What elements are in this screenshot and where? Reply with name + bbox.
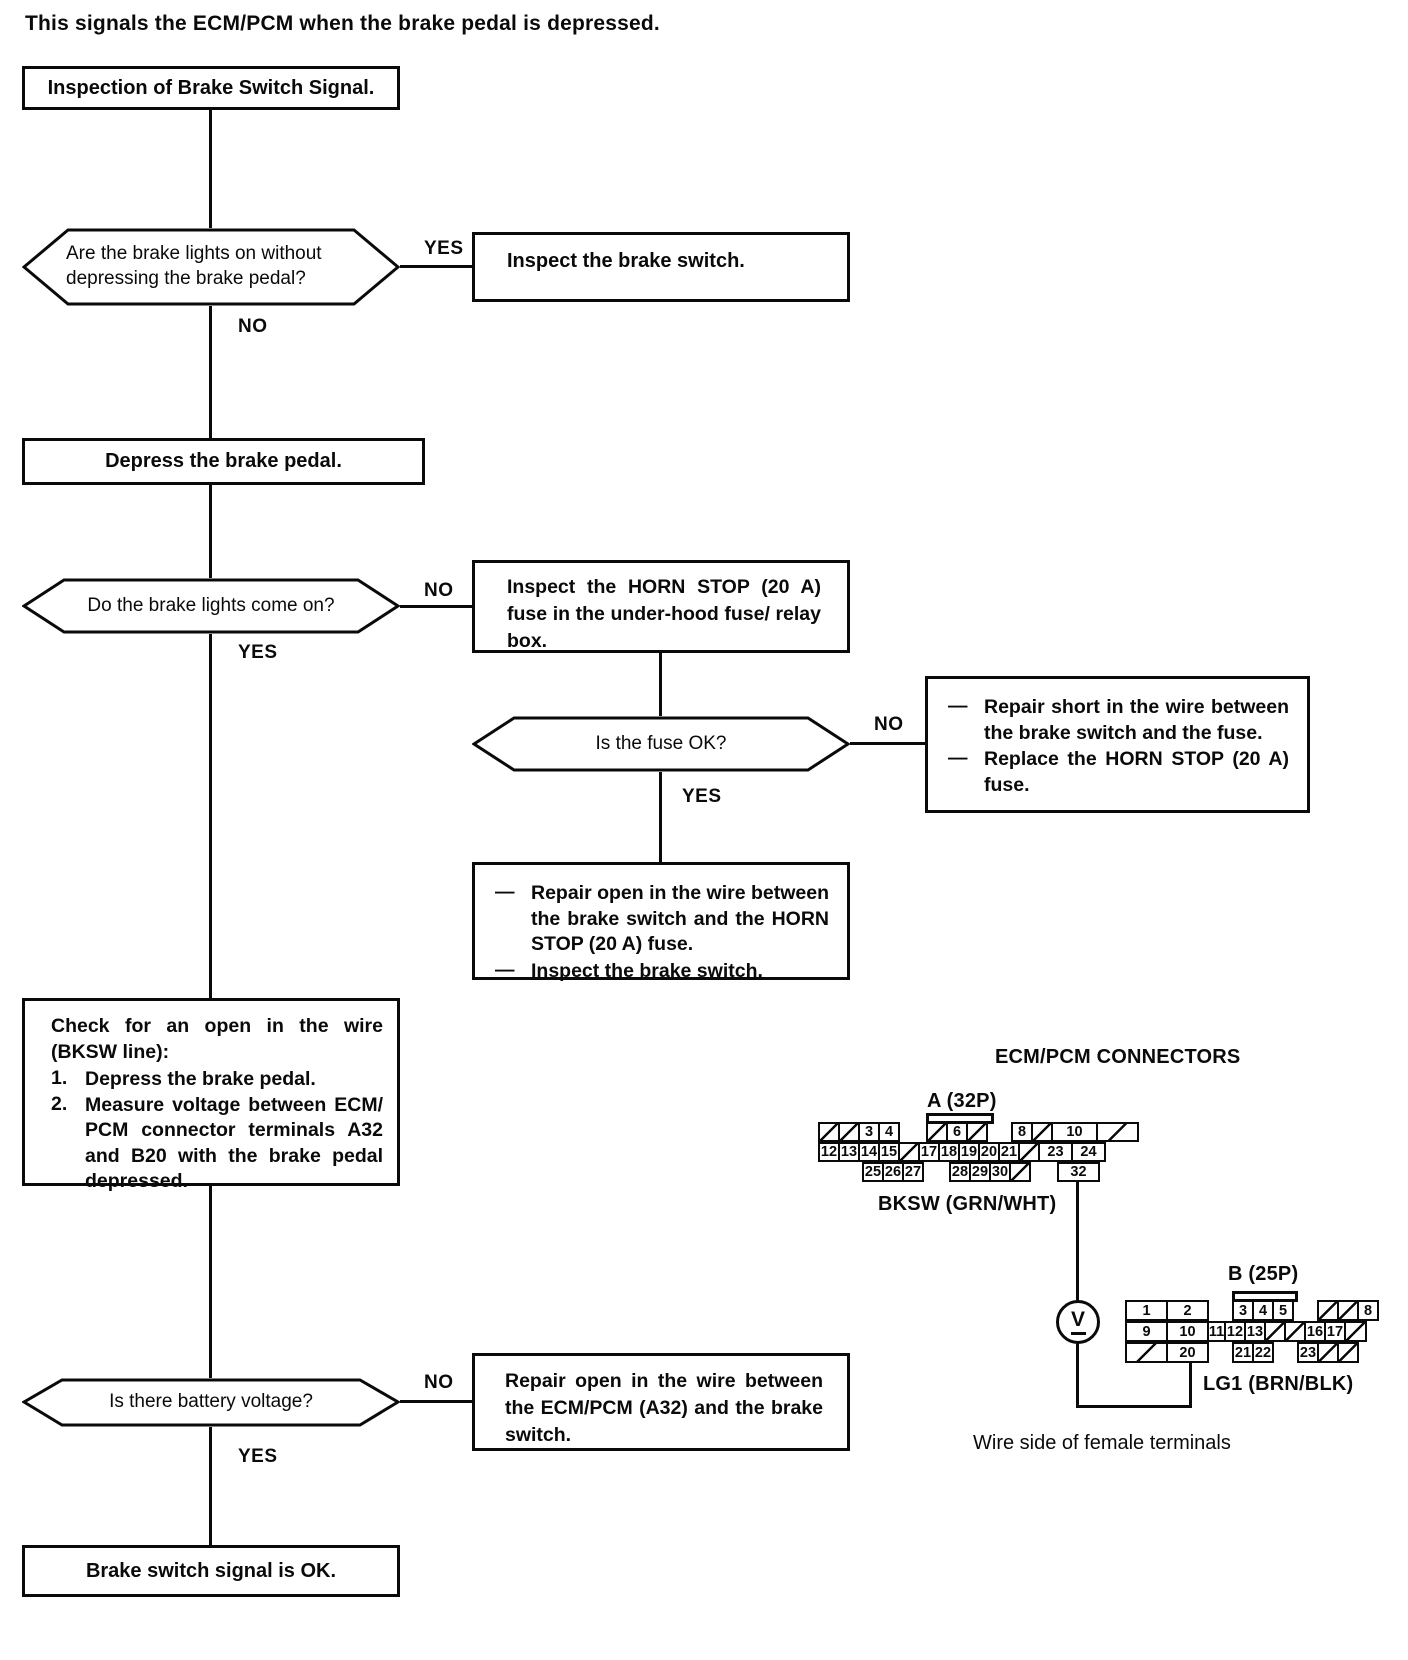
connector-pin-3: 3 xyxy=(1232,1300,1254,1321)
connector-pin-4: 4 xyxy=(878,1122,900,1142)
step-check-wire-item1: Depress the brake pedal. xyxy=(85,1068,316,1091)
connector-pin-9: 9 xyxy=(1125,1321,1168,1342)
connector-pin-4: 4 xyxy=(1252,1300,1274,1321)
connector-pin-11: 11 xyxy=(1207,1321,1226,1342)
connector-a-row3-group1 xyxy=(862,1162,924,1182)
action-repair-short-label: Repair short in the wire between the brake switch and the fuse. xyxy=(984,696,1289,744)
connector-pin-1: 1 xyxy=(1125,1300,1168,1321)
list-item xyxy=(51,1093,383,1194)
wire-line-a32 xyxy=(1076,1182,1079,1302)
connector-pin-20: 20 xyxy=(978,1142,1000,1162)
decision-brake-lights-come-on-text: Do the brake lights come on? xyxy=(87,594,335,616)
connector-pin-blocked-cell xyxy=(1009,1162,1031,1182)
connector-b-row1-group2 xyxy=(1232,1300,1294,1321)
start-box xyxy=(22,66,400,110)
connector-pin-32: 32 xyxy=(1057,1162,1100,1182)
flow-line xyxy=(850,742,925,745)
connector-b-row2 xyxy=(1125,1321,1367,1342)
decision-battery-voltage xyxy=(22,1378,400,1427)
connector-pin-24: 24 xyxy=(1071,1142,1106,1162)
flow-line xyxy=(659,653,662,716)
connector-pin-blocked-cell xyxy=(926,1122,948,1142)
connector-pin-23: 23 xyxy=(1297,1342,1319,1363)
decision-fuse-ok-text: Is the fuse OK? xyxy=(595,732,727,754)
intro-text: This signals the ECM/PCM when the brake pedal is depressed. xyxy=(25,12,660,35)
wire-line-b20 xyxy=(1189,1363,1192,1408)
decision-brake-lights-on xyxy=(22,228,400,306)
yes-label-d1: YES xyxy=(424,238,464,259)
decision-brake-lights-on-text: Are the brake lights on without depressing the brake pedal? xyxy=(66,243,322,289)
connector-pin-16: 16 xyxy=(1304,1321,1326,1342)
flow-line xyxy=(209,1427,212,1545)
connector-a-row3-group3 xyxy=(1057,1162,1100,1182)
connector-b-row3-group1 xyxy=(1125,1342,1209,1363)
connector-pin-10: 10 xyxy=(1051,1122,1098,1142)
bullet-dash: — xyxy=(948,695,968,717)
decision-fuse-ok xyxy=(472,716,850,772)
connectors-title: ECM/PCM CONNECTORS xyxy=(995,1046,1241,1068)
end-box-label: Brake switch signal is OK. xyxy=(85,1559,337,1582)
flow-line xyxy=(209,110,212,228)
action-repair-open-box xyxy=(472,1353,850,1451)
connector-pin-18: 18 xyxy=(938,1142,960,1162)
connector-b-label: B (25P) xyxy=(1228,1263,1299,1285)
list-item xyxy=(948,695,1289,746)
action-inspect-brake-switch-label: Inspect the brake switch. xyxy=(507,250,745,272)
flow-line xyxy=(400,265,472,268)
connector-pin-12: 12 xyxy=(1224,1321,1246,1342)
yes-label-d2: YES xyxy=(238,642,278,663)
no-label-d2: NO xyxy=(424,580,454,601)
list-item xyxy=(495,881,829,958)
flow-line xyxy=(209,306,212,438)
wire-line-bottom xyxy=(1076,1405,1192,1408)
connector-a-row1-group1 xyxy=(818,1122,900,1142)
step-check-wire-box xyxy=(22,998,400,1192)
connector-pin-blocked-cell xyxy=(838,1122,860,1142)
connector-pin-23: 23 xyxy=(1038,1142,1073,1162)
connector-pin-blocked-cell xyxy=(1317,1300,1339,1321)
connector-pin-blocked-cell xyxy=(1031,1122,1053,1142)
no-label-d4: NO xyxy=(424,1372,454,1393)
list-number: 2. xyxy=(51,1092,68,1115)
connector-pin-10: 10 xyxy=(1166,1321,1209,1342)
action-inspect-brake-switch-box xyxy=(472,232,850,302)
connector-b-row1-group3 xyxy=(1317,1300,1379,1321)
step-check-wire-title: Check for an open in the wire (BKSW line): xyxy=(51,1015,383,1063)
step-depress-brake-pedal-label: Depress the brake pedal. xyxy=(105,450,342,472)
connector-a-row1-group3 xyxy=(1011,1122,1139,1142)
action-repair-open-fuse-label: Repair open in the wire between the brake switch and the HORN STOP (20 A) fuse. xyxy=(531,882,829,956)
flow-line xyxy=(209,634,212,998)
connector-pin-blocked-cell xyxy=(966,1122,988,1142)
action-inspect-fuse-label: Inspect the HORN STOP (20 A) fuse in the under-hood fuse/ relay box. xyxy=(507,576,821,652)
connector-pin-22: 22 xyxy=(1252,1342,1274,1363)
terminals-caption: Wire side of female terminals xyxy=(973,1432,1231,1454)
connector-a-row2 xyxy=(818,1142,1106,1162)
connector-a-row1-group2 xyxy=(926,1122,988,1142)
voltmeter-label: V xyxy=(1070,1308,1085,1332)
action-fuse-bad-box xyxy=(925,676,1310,813)
connector-pin-27: 27 xyxy=(902,1162,924,1182)
connector-pin-20: 20 xyxy=(1166,1342,1209,1363)
no-label-d3: NO xyxy=(874,714,904,735)
connector-pin-blocked-cell xyxy=(1284,1321,1306,1342)
connector-pin-blocked-cell xyxy=(1264,1321,1286,1342)
flow-line xyxy=(209,1186,212,1378)
connector-pin-12: 12 xyxy=(818,1142,840,1162)
connector-pin-blocked-cell xyxy=(898,1142,920,1162)
action-inspect-fuse-box xyxy=(472,560,850,653)
action-inspect-switch-label: Inspect the brake switch. xyxy=(531,960,763,983)
connector-pin-6: 6 xyxy=(946,1122,968,1142)
connector-pin-3: 3 xyxy=(858,1122,880,1142)
step-depress-brake-pedal-box xyxy=(22,438,425,485)
bksw-wire-label: BKSW (GRN/WHT) xyxy=(878,1193,1057,1215)
flow-line xyxy=(659,772,662,862)
connector-pin-8: 8 xyxy=(1357,1300,1379,1321)
bullet-dash: — xyxy=(495,959,515,982)
connector-pin-21: 21 xyxy=(1232,1342,1254,1363)
flow-line xyxy=(400,605,472,608)
connector-a-label: A (32P) xyxy=(927,1090,997,1112)
connector-pin-blocked-cell xyxy=(1317,1342,1339,1363)
list-number: 1. xyxy=(51,1067,68,1090)
connector-pin-14: 14 xyxy=(858,1142,880,1162)
connector-b-row1-group1 xyxy=(1125,1300,1209,1321)
list-item xyxy=(495,959,829,985)
no-label-d1: NO xyxy=(238,316,268,337)
decision-battery-voltage-text: Is there battery voltage? xyxy=(109,1391,313,1413)
connector-pin-5: 5 xyxy=(1272,1300,1294,1321)
flow-line xyxy=(400,1400,472,1403)
list-item xyxy=(51,1067,383,1092)
connector-pin-29: 29 xyxy=(969,1162,991,1182)
start-box-label: Inspection of Brake Switch Signal. xyxy=(47,76,375,99)
connector-pin-blocked-cell xyxy=(818,1122,840,1142)
end-box xyxy=(22,1545,400,1597)
voltmeter-underline xyxy=(1071,1332,1086,1335)
connector-pin-13: 13 xyxy=(1244,1321,1266,1342)
list-item xyxy=(948,747,1289,798)
yes-label-d4: YES xyxy=(238,1446,278,1467)
connector-pin-blocked-cell xyxy=(1096,1122,1139,1142)
wire-line-meter-down xyxy=(1076,1343,1079,1408)
flow-line xyxy=(209,485,212,578)
connector-pin-21: 21 xyxy=(998,1142,1020,1162)
step-check-wire-item2: Measure voltage between ECM/ PCM connector terminals A32 and B20 with the brake pedal depressed. xyxy=(85,1093,383,1192)
bullet-dash: — xyxy=(948,747,968,770)
connector-pin-17: 17 xyxy=(918,1142,940,1162)
connector-pin-26: 26 xyxy=(882,1162,904,1182)
connector-pin-17: 17 xyxy=(1324,1321,1346,1342)
voltmeter-icon xyxy=(1056,1300,1100,1344)
connector-pin-15: 15 xyxy=(878,1142,900,1162)
connector-pin-30: 30 xyxy=(989,1162,1011,1182)
yes-label-d3: YES xyxy=(682,786,722,807)
connector-pin-blocked-cell xyxy=(1125,1342,1168,1363)
connector-pin-2: 2 xyxy=(1166,1300,1209,1321)
connector-pin-19: 19 xyxy=(958,1142,980,1162)
action-replace-fuse-label: Replace the HORN STOP (20 A) fuse. xyxy=(984,748,1289,797)
action-fuse-ok-box xyxy=(472,862,850,983)
decision-brake-lights-come-on xyxy=(22,578,400,634)
action-repair-open-label: Repair open in the wire between the ECM/PCM (A32) and the brake switch. xyxy=(505,1370,823,1446)
connector-pin-blocked-cell xyxy=(1344,1321,1367,1342)
connector-pin-blocked-cell xyxy=(1018,1142,1040,1162)
lg1-wire-label: LG1 (BRN/BLK) xyxy=(1203,1373,1354,1395)
connector-pin-25: 25 xyxy=(862,1162,884,1182)
connector-b-row3-group3 xyxy=(1297,1342,1359,1363)
connector-a-row3-group2 xyxy=(949,1162,1031,1182)
connector-pin-13: 13 xyxy=(838,1142,860,1162)
connector-pin-8: 8 xyxy=(1011,1122,1033,1142)
connector-pin-28: 28 xyxy=(949,1162,971,1182)
bullet-dash: — xyxy=(495,881,515,903)
connector-b-row3-group2 xyxy=(1232,1342,1274,1363)
connector-pin-blocked-cell xyxy=(1337,1300,1359,1321)
connector-pin-blocked-cell xyxy=(1337,1342,1359,1363)
